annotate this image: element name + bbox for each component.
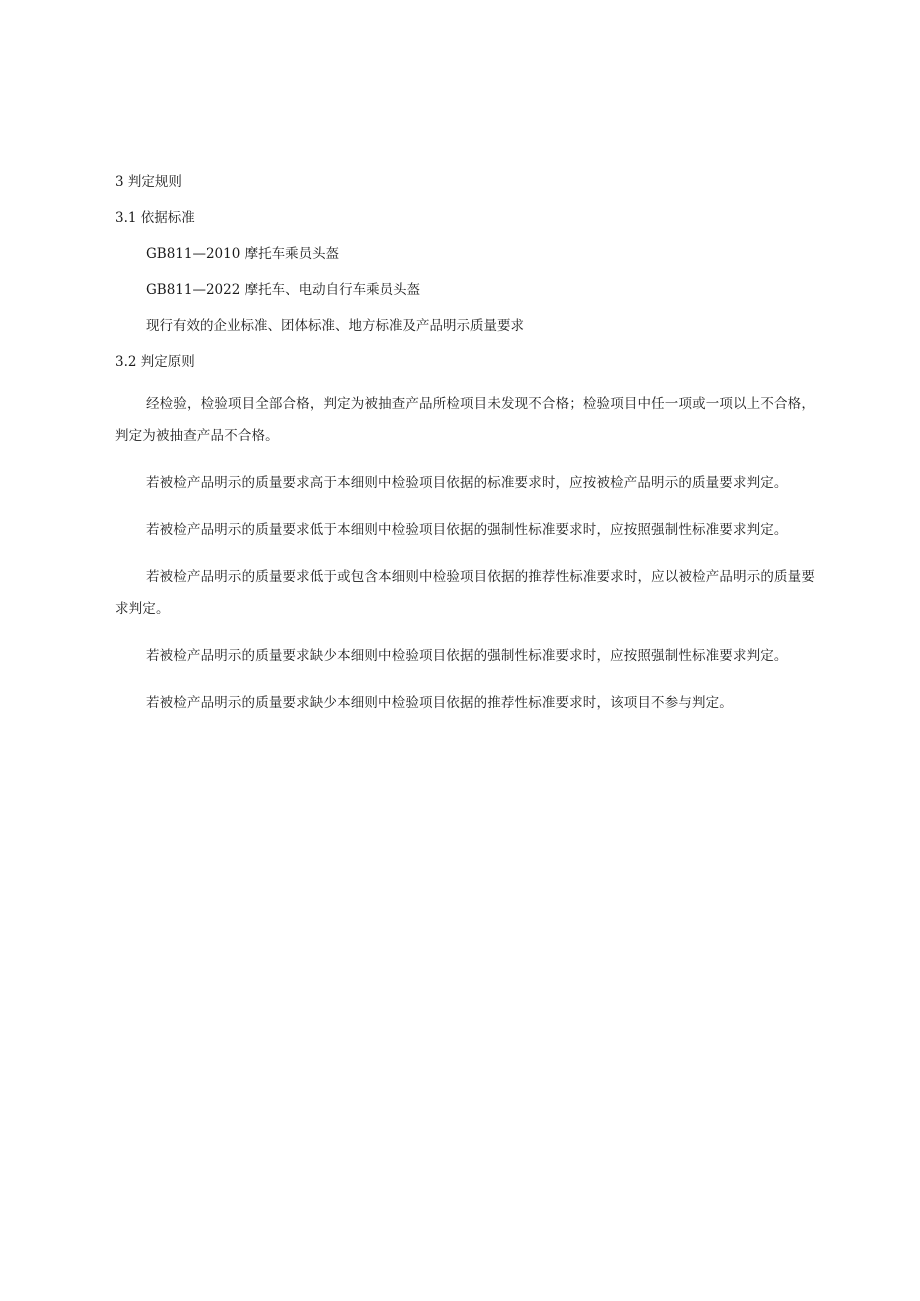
- principle-paragraph: 若被检产品明示的质量要求缺少本细则中检验项目依据的推荐性标准要求时，该项目不参与判定。: [146, 695, 733, 711]
- subsection-title-judgment-principles: 3.2 判定原则: [115, 354, 195, 370]
- standard-item-gb811-2022: GB811—2022 摩托车、电动自行车乘员头盔: [146, 282, 421, 298]
- principle-paragraph: 若被检产品明示的质量要求高于本细则中检验项目依据的标准要求时，应按被检产品明示的质量要求判定。: [146, 475, 788, 491]
- standard-item-enterprise-standards: 现行有效的企业标准、团体标准、地方标准及产品明示质量要求: [146, 318, 524, 334]
- subsection-title-basis-standards: 3.1 依据标准: [115, 210, 195, 226]
- principles-list: [115, 388, 815, 719]
- standard-item-gb811-2010: GB811—2010 摩托车乘员头盔: [146, 246, 340, 262]
- principle-paragraph: 经检验，检验项目全部合格，判定为被抽查产品所检项目未发现不合格；检验项目中任一项或一项以上不合格，判定为被抽查产品不合格。: [115, 396, 815, 444]
- document-body: [115, 172, 815, 719]
- principle-paragraph: 若被检产品明示的质量要求低于或包含本细则中检验项目依据的推荐性标准要求时，应以被检产品明示的质量要求判定。: [115, 569, 815, 617]
- section-title: 3 判定规则: [115, 174, 182, 190]
- principle-paragraph: 若被检产品明示的质量要求缺少本细则中检验项目依据的强制性标准要求时，应按照强制性标准要求判定。: [146, 648, 788, 664]
- principle-paragraph: 若被检产品明示的质量要求低于本细则中检验项目依据的强制性标准要求时，应按照强制性标准要求判定。: [146, 522, 788, 538]
